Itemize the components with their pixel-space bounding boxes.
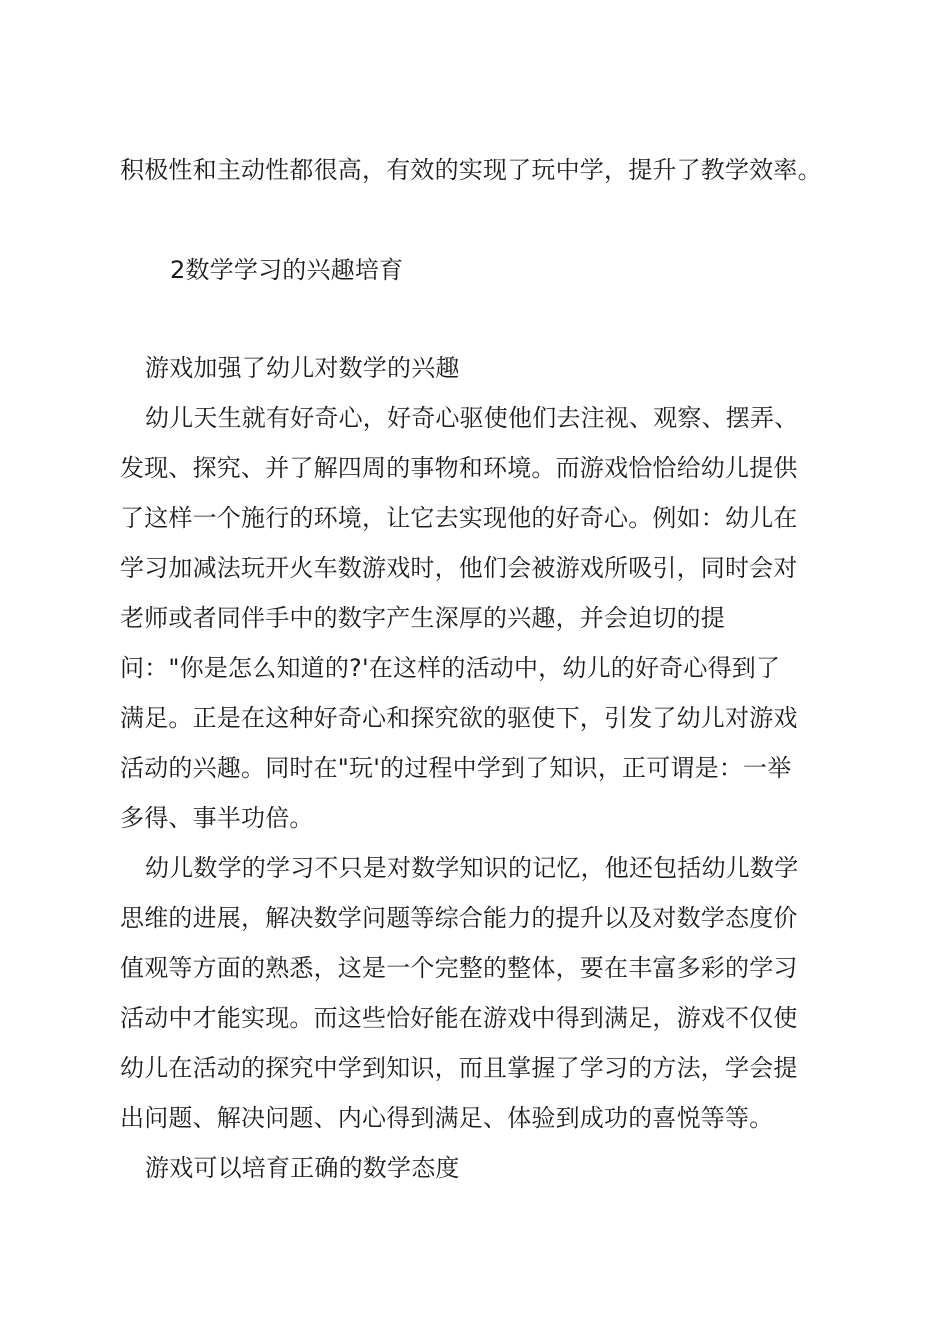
paragraph-line: 活动中才能实现。而这些恰好能在游戏中得到满足，游戏不仅使 (120, 1004, 798, 1032)
paragraph-line: 多得、事半功倍。 (120, 804, 314, 832)
paragraph-line: 值观等方面的熟悉，这是一个完整的整体，要在丰富多彩的学习 (120, 954, 798, 982)
paragraph-line: 幼儿天生就有好奇心，好奇心驱使他们去注视、观察、摆弄、 (145, 404, 799, 432)
paragraph-line: 发现、探究、并了解四周的事物和环境。而游戏恰恰给幼儿提供 (120, 454, 798, 482)
section-heading: 2数学学习的兴趣培育 (170, 256, 404, 284)
text-line-continuation: 积极性和主动性都很高，有效的实现了玩中学，提升了教学效率。 (120, 156, 822, 184)
paragraph-line: 学习加减法玩开火车数游戏时，他们会被游戏所吸引，同时会对 (120, 554, 798, 582)
paragraph-line: 满足。正是在这种好奇心和探究欲的驱使下，引发了幼儿对游戏 (120, 704, 798, 732)
subsection-heading-interest: 游戏加强了幼儿对数学的兴趣 (145, 354, 460, 382)
paragraph-line: 老师或者同伴手中的数字产生深厚的兴趣，并会迫切的提 (120, 604, 725, 632)
paragraph-line: 幼儿在活动的探究中学到知识，而且掌握了学习的方法，学会提 (120, 1054, 798, 1082)
paragraph-line: 幼儿数学的学习不只是对数学知识的记忆，他还包括幼儿数学 (145, 854, 799, 882)
paragraph-line: 活动的兴趣。同时在"玩'的过程中学到了知识，正可谓是：一举 (120, 754, 792, 782)
subsection-heading-attitude: 游戏可以培育正确的数学态度 (145, 1154, 460, 1182)
paragraph-line: 问："你是怎么知道的?'在这样的活动中，幼儿的好奇心得到了 (120, 654, 781, 682)
paragraph-line: 了这样一个施行的环境，让它去实现他的好奇心。例如：幼儿在 (120, 504, 798, 532)
paragraph-line: 思维的进展，解决数学问题等综合能力的提升以及对数学态度价 (120, 904, 798, 932)
paragraph-line: 出问题、解决问题、内心得到满足、体验到成功的喜悦等等。 (120, 1104, 774, 1132)
